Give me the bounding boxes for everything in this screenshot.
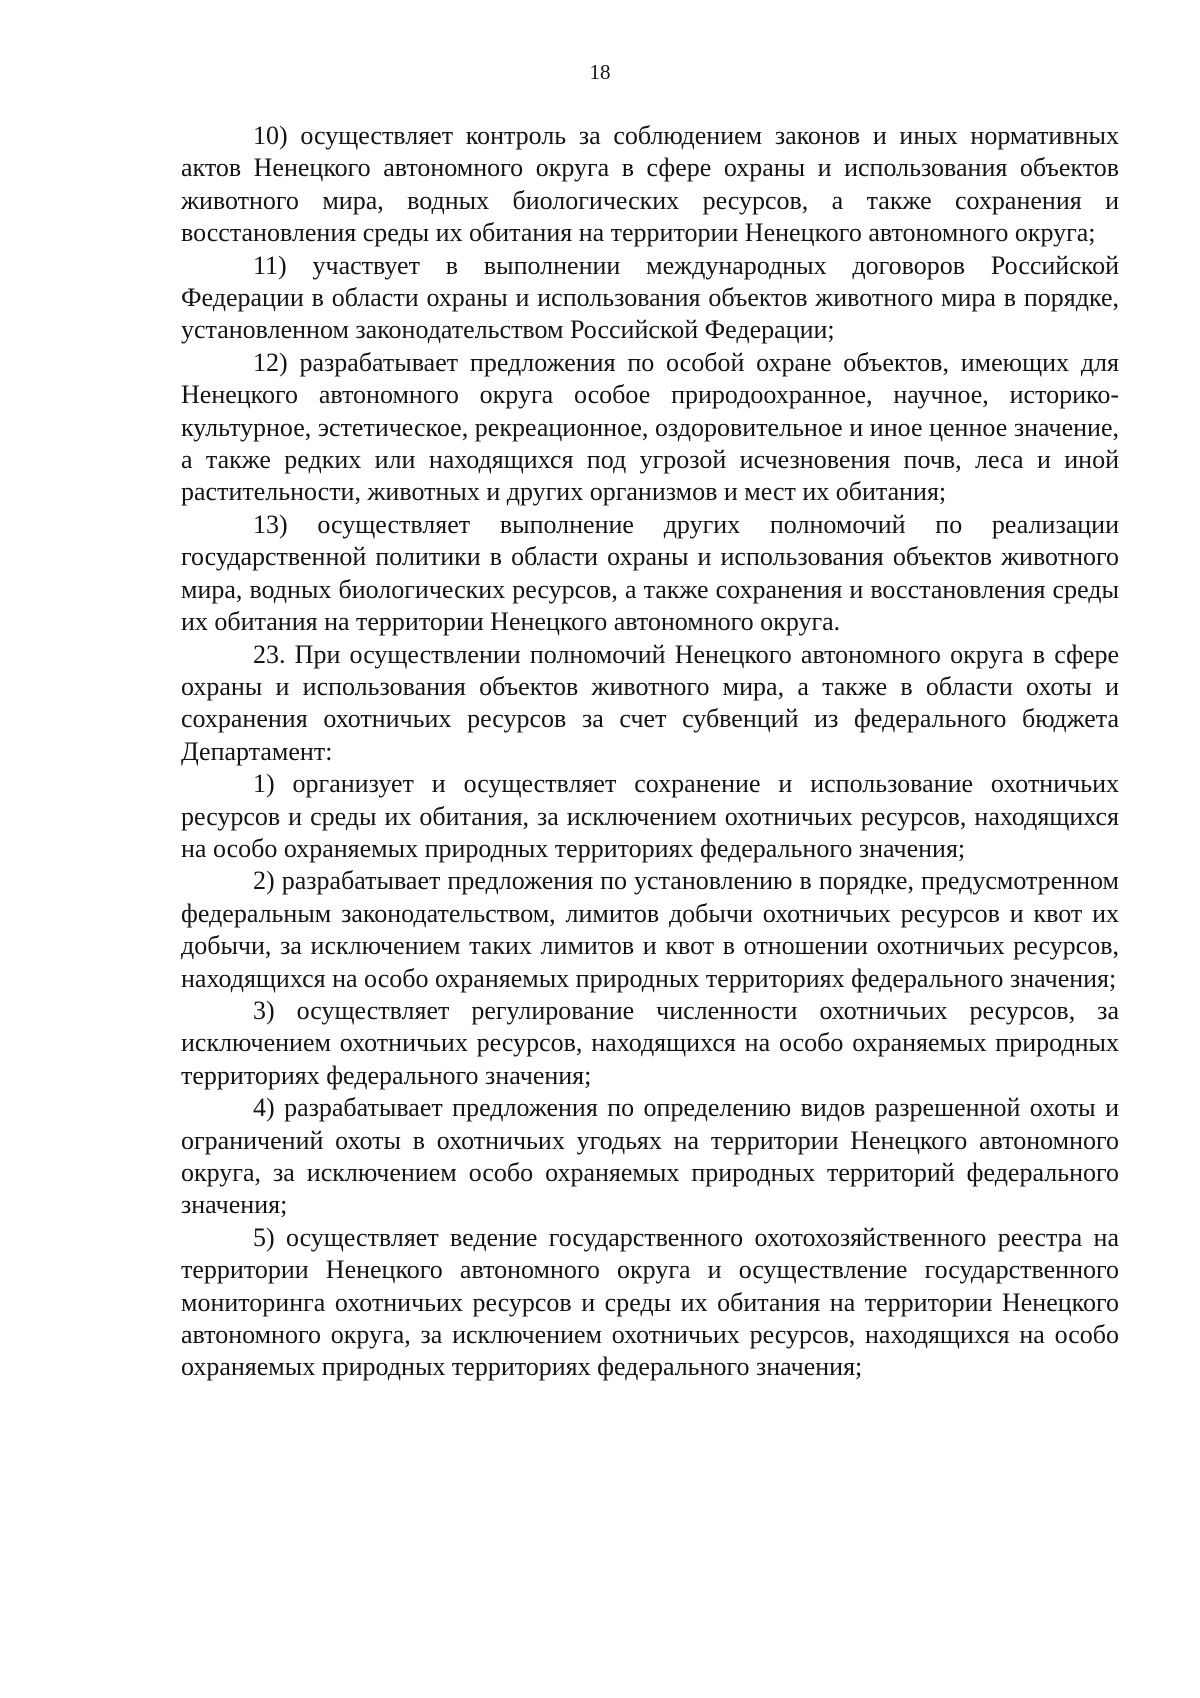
page-number: 18 <box>589 60 611 84</box>
paragraph-item-1: 1) организует и осуществляет сохранение и использование охотничьих ресурсов и среды их обитания, за исключением охотничьих ресурсов, находящихся на особо охраняемых природных территориях федерального значения; <box>181 769 1119 863</box>
paragraph-item-11: 11) участвует в выполнении международных договоров Российской Федерации в области охраны и использования объектов животного мира в порядке, установленном законодательством Российской Федерации; <box>181 250 1119 345</box>
paragraph-section-23: 23. При осуществлении полномочий Ненецкого автономного округа в сфере охраны и использования объектов животного мира, а также в области охоты и сохранения охотничьих ресурсов за счет субвенций из федерального бюджета Департамент: <box>181 639 1119 766</box>
paragraph-item-2: 2) разрабатывает предложения по установлению в порядке, предусмотренном федеральным законодательством, лимитов добычи охотничьих ресурсов и квот их добычи, за исключением таких лимитов и квот в отношении охотничьих ресурсов, находящихся на особо охраняемых природных территориях федерального значения; <box>181 866 1119 993</box>
paragraph-item-12: 12) разрабатывает предложения по особой охране объектов, имеющих для Ненецкого автономного округа особое природоохранное, научное, историко-культурное, эстетическое, рекреационное, оздоровительное и иное ценное значение, а также редких или находящихся под угрозой исчезновения почв, леса и иной растительности, животных и других организмов и мест их обитания; <box>181 347 1119 507</box>
paragraph-item-5: 5) осуществляет ведение государственного охотохозяйственного реестра на территории Ненецкого автономного округа и осуществление государственного мониторинга охотничьих ресурсов и среды их обитания на территории Ненецкого автономного округа, за исключением охотничьих ресурсов, находящихся на особо охраняемых природных территориях федерального значения; <box>181 1222 1119 1382</box>
paragraph-item-13: 13) осуществляет выполнение других полномочий по реализации государственной политики в области охраны и использования объектов животного мира, водных биологических ресурсов, а также сохранения и восстановления среды их обитания на территории Ненецкого автономного округа. <box>181 509 1119 637</box>
document-body <box>181 120 1119 1384</box>
paragraph-item-10: 10) осуществляет контроль за соблюдением законов и иных нормативных актов Ненецкого автономного округа в сфере охраны и использования объектов животного мира, водных биологических ресурсов, а также сохранения и восстановления среды их обитания на территории Ненецкого автономного округа; <box>181 121 1119 248</box>
paragraph-item-3: 3) осуществляет регулирование численности охотничьих ресурсов, за исключением охотничьих ресурсов, находящихся на особо охраняемых природных территориях федерального значения; <box>181 995 1119 1090</box>
paragraph-item-4: 4) разрабатывает предложения по определению видов разрешенной охоты и ограничений охоты в охотничьих угодьях на территории Ненецкого автономного округа, за исключением особо охраняемых природных территорий федерального значения; <box>181 1093 1119 1220</box>
